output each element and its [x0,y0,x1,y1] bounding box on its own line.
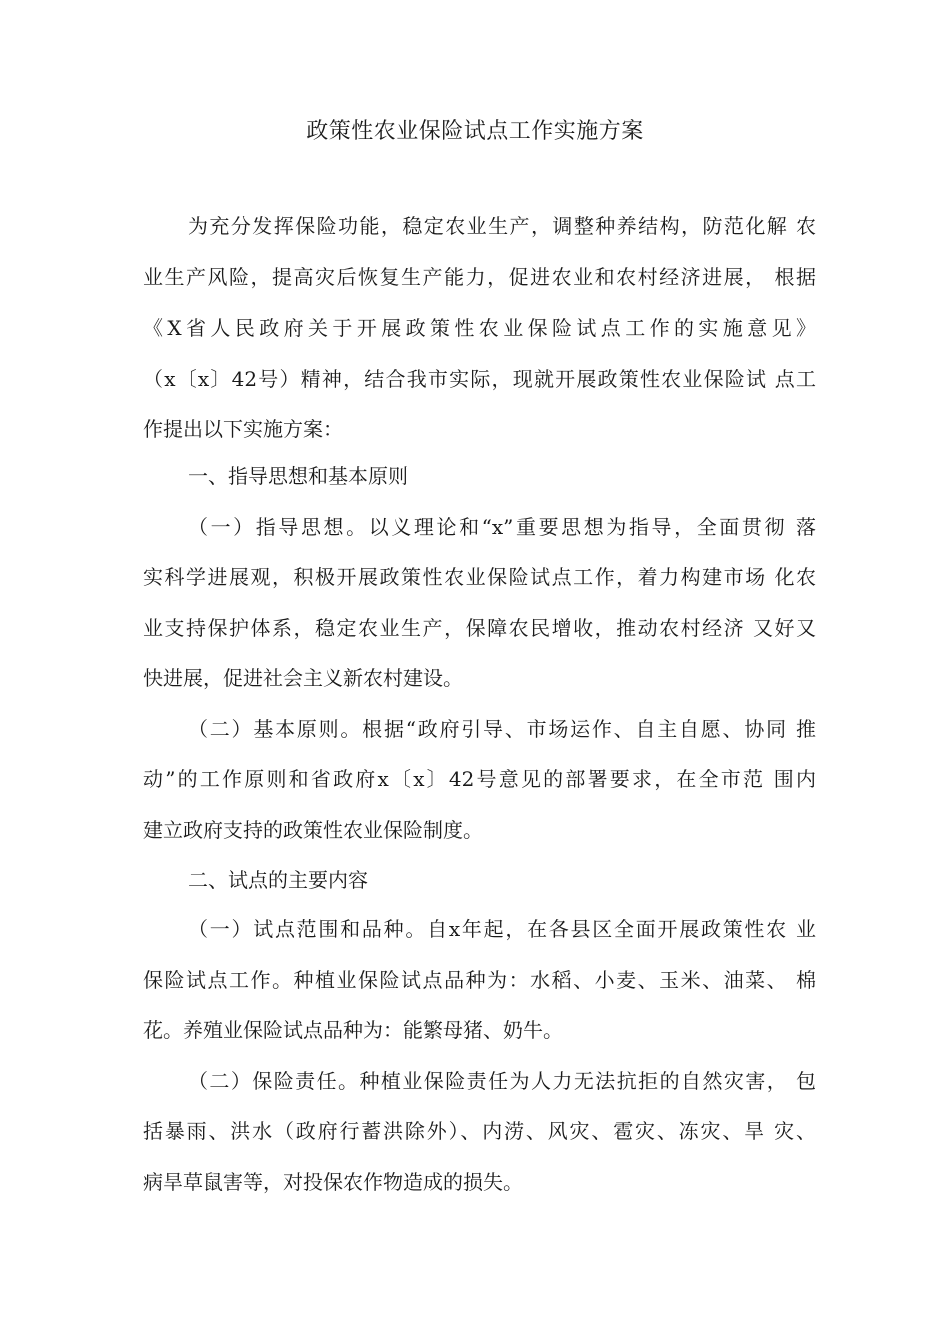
paragraph-line: 病旱草鼠害等，对投保农作物造成的损失。 [143,1170,523,1194]
paragraph-line: 《X省人民政府关于开展政策性农业保险试点工作的实施意见》 [143,316,816,340]
paragraph-line: （二）基本原则。根据“政府引导、市场运作、自主自愿、协同 推 [188,717,816,741]
paragraph-line: 建立政府支持的政策性农业保险制度。 [143,818,483,842]
section-heading: 一、指导思想和基本原则 [188,464,408,488]
paragraph-line: 动”的工作原则和省政府x〔x〕42号意见的部署要求，在全市范 围内 [143,767,816,791]
paragraph-line: 为充分发挥保险功能，稳定农业生产，调整种养结构，防范化解 农 [188,214,816,238]
paragraph-line: 保险试点工作。种植业保险试点品种为：水稻、小麦、玉米、油菜、 棉 [143,968,816,992]
paragraph-line: （一）试点范围和品种。自x年起，在各县区全面开展政策性农 业 [188,917,816,941]
paragraph-line: 快进展，促进社会主义新农村建设。 [143,666,463,690]
paragraph-line: （x〔x〕42号）精神，结合我市实际，现就开展政策性农业保险试 点工 [143,367,816,391]
section-heading: 二、试点的主要内容 [188,868,368,892]
paragraph-line: （二）保险责任。种植业保险责任为人力无法抗拒的自然灾害， 包 [188,1069,816,1093]
paragraph-line: （一）指导思想。以义理论和“x”重要思想为指导，全面贯彻 落 [188,515,816,539]
paragraph-line: 业支持保护体系，稳定农业生产，保障农民增收，推动农村经济 又好又 [143,616,816,640]
paragraph-line: 实科学进展观，积极开展政策性农业保险试点工作，着力构建市场 化农 [143,565,816,589]
paragraph-line: 花。养殖业保险试点品种为：能繁母猪、奶牛。 [143,1018,563,1042]
paragraph-line: 括暴雨、洪水（政府行蓄洪除外）、内涝、风灾、雹灾、冻灾、旱 灾、 [143,1119,816,1143]
paragraph-line: 业生产风险，提高灾后恢复生产能力，促进农业和农村经济进展， 根据 [143,265,816,289]
paragraph-line: 作提出以下实施方案： [143,417,343,441]
document-title: 政策性农业保险试点工作实施方案 [306,119,644,144]
